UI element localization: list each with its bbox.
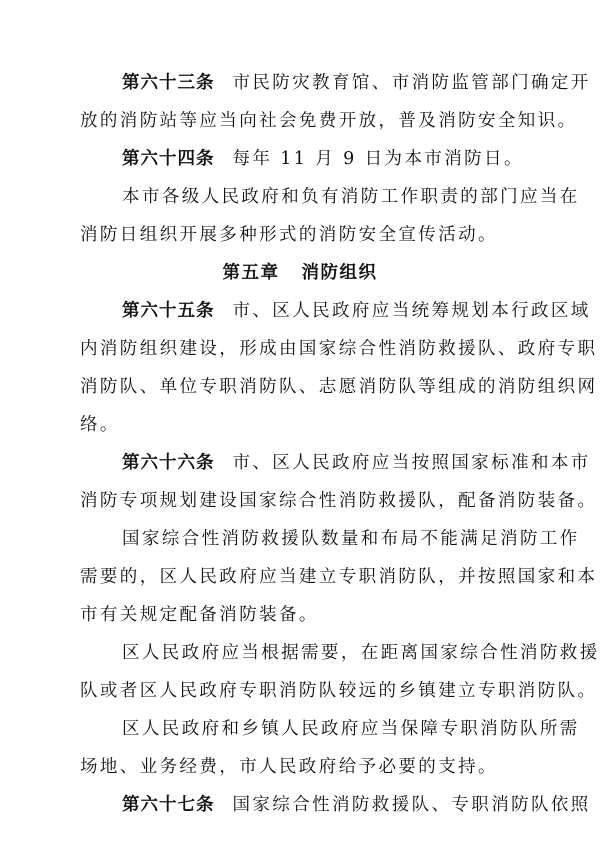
article-66-para4-line1: 区人民政府和乡镇人民政府应当保障专职消防队所需 — [122, 719, 580, 739]
article-66-text-1: 市、区人民政府应当按照国家标准和本市 — [232, 453, 591, 473]
article-63-text-1: 市民防灾教育馆、市消防监管部门确定开 — [232, 73, 591, 93]
article-66-para4-line2: 场地、业务经费，市人民政府给予必要的支持。 — [80, 757, 498, 777]
article-67-text-1: 国家综合性消防救援队、专职消防队依照 — [232, 795, 591, 815]
article-65-text-3: 消防队、单位专职消防队、志愿消防队等组成的消防组织网 — [80, 377, 598, 397]
article-65-text-1: 市、区人民政府应当统筹规划本行政区域 — [232, 301, 591, 321]
article-64-para2-line2: 消防日组织开展多种形式的消防安全宣传活动。 — [80, 225, 498, 245]
article-65-label: 第六十五条 — [122, 301, 215, 321]
article-65-first-line — [122, 292, 600, 330]
article-66-para2-line1: 国家综合性消防救援队数量和布局不能满足消防工作 — [122, 529, 580, 549]
article-64-para2-line1: 本市各级人民政府和负有消防工作职责的部门应当在 — [122, 187, 580, 207]
article-63-text-2: 放的消防站等应当向社会免费开放，普及消防安全知识。 — [80, 111, 578, 131]
article-66-text-2: 消防专项规划建设国家综合性消防救援队，配备消防装备。 — [80, 491, 598, 511]
chapter-number: 第五章 — [222, 263, 280, 283]
chapter-title: 消防组织 — [301, 263, 378, 283]
article-63-first-line — [122, 64, 600, 102]
article-66-para3-line2: 队或者区人民政府专职消防队较远的乡镇建立专职消防队。 — [80, 681, 598, 701]
article-65-text-2: 内消防组织建设，形成由国家综合性消防救援队、政府专职 — [80, 339, 598, 359]
article-64-label: 第六十四条 — [122, 149, 215, 169]
chapter-heading — [0, 254, 600, 292]
article-66-first-line — [122, 444, 600, 482]
article-65-text-4: 络。 — [80, 415, 120, 435]
article-66-para2-line3: 市有关规定配备消防装备。 — [80, 605, 319, 625]
article-66-para3-line1: 区人民政府应当根据需要，在距离国家综合性消防救援 — [122, 643, 600, 663]
article-66-para2-line2: 需要的，区人民政府应当建立专职消防队，并按照国家和本 — [80, 567, 598, 587]
article-66-label: 第六十六条 — [122, 453, 215, 473]
article-64-text-1: 每年 11 月 9 日为本市消防日。 — [232, 149, 524, 169]
article-63-label: 第六十三条 — [122, 73, 215, 93]
article-64-first-line — [122, 140, 600, 178]
article-67-first-line — [122, 786, 600, 824]
article-67-label: 第六十七条 — [122, 795, 215, 815]
